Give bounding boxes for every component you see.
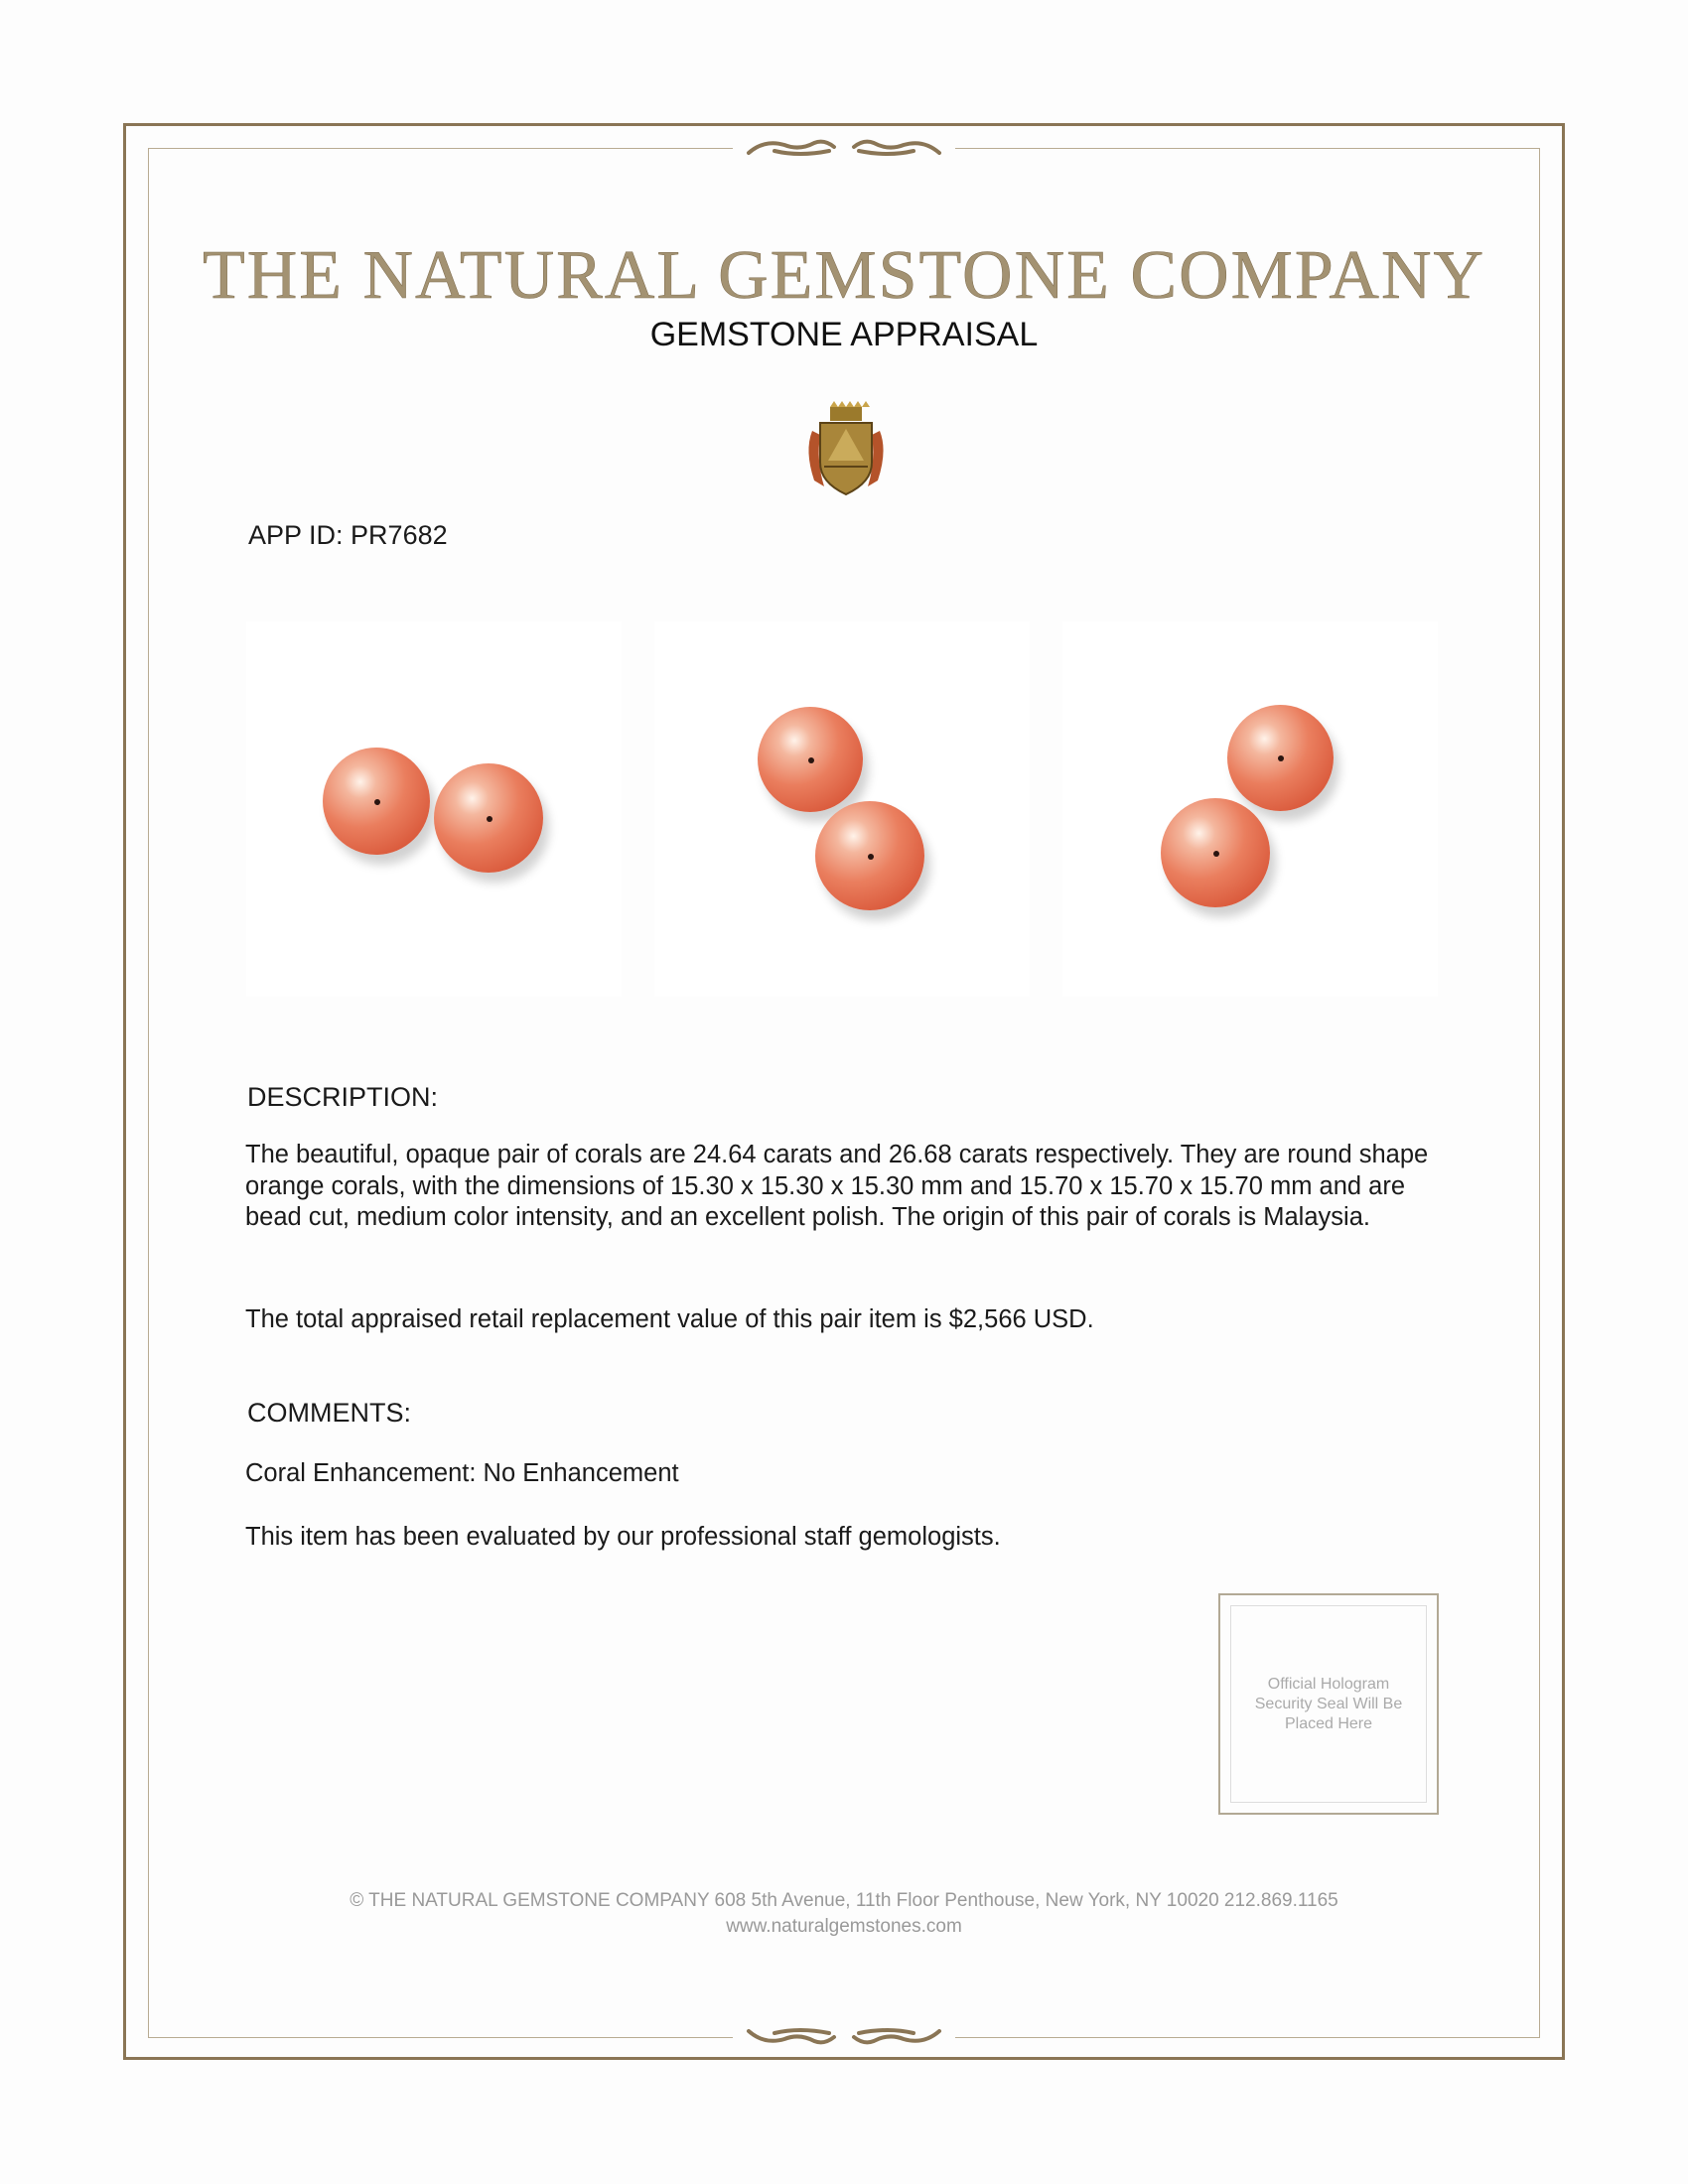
comments-heading: COMMENTS: — [247, 1398, 411, 1428]
appraisal-id: APP ID: PR7682 — [248, 520, 448, 550]
coral-bead — [1227, 705, 1334, 811]
document-subtitle: GEMSTONE APPRAISAL — [649, 316, 1039, 353]
enhancement-comment: Coral Enhancement: No Enhancement — [245, 1459, 679, 1487]
coral-bead — [323, 748, 430, 855]
footer-address: © THE NATURAL GEMSTONE COMPANY 608 5th Avenue, 11th Floor Penthouse, New York, NY 10020 212.869.1165 — [350, 1890, 1338, 1911]
crest-logo-icon — [802, 401, 890, 501]
description-text: The beautiful, opaque pair of corals are 24.64 carats and 26.68 carats respectively. They are round shape orange corals, with the dimensions of 15.30 x 15.30 x 15.30 mm and 15.70 x 15.70 x 15.70 mm and are bead cut, medium color intensity, and an excellent polish. The origin of this pair of corals is Malaysia. — [245, 1141, 1429, 1231]
flourish-ornament-bottom — [733, 2022, 955, 2052]
coral-bead — [434, 763, 543, 873]
description-heading: DESCRIPTION: — [247, 1082, 439, 1112]
appraised-value: The total appraised retail replacement value of this pair item is $2,566 USD. — [245, 1305, 1094, 1333]
footer-website[interactable]: www.naturalgemstones.com — [726, 1916, 962, 1937]
coral-bead — [758, 707, 863, 812]
gem-photo-2 — [654, 621, 1030, 997]
seal-text: Official Hologram Security Seal Will Be Placed Here — [1254, 1675, 1403, 1732]
seal-inner-frame — [1230, 1605, 1427, 1803]
gem-photo-1 — [246, 621, 622, 997]
hologram-seal-placeholder — [1218, 1593, 1439, 1815]
company-title: THE NATURAL GEMSTONE COMPANY — [202, 237, 1486, 314]
coral-bead — [1161, 798, 1270, 907]
evaluation-comment: This item has been evaluated by our professional staff gemologists. — [245, 1523, 1001, 1551]
gem-photo-3 — [1062, 621, 1438, 997]
coral-bead — [815, 801, 924, 910]
flourish-ornament-top — [733, 132, 955, 162]
